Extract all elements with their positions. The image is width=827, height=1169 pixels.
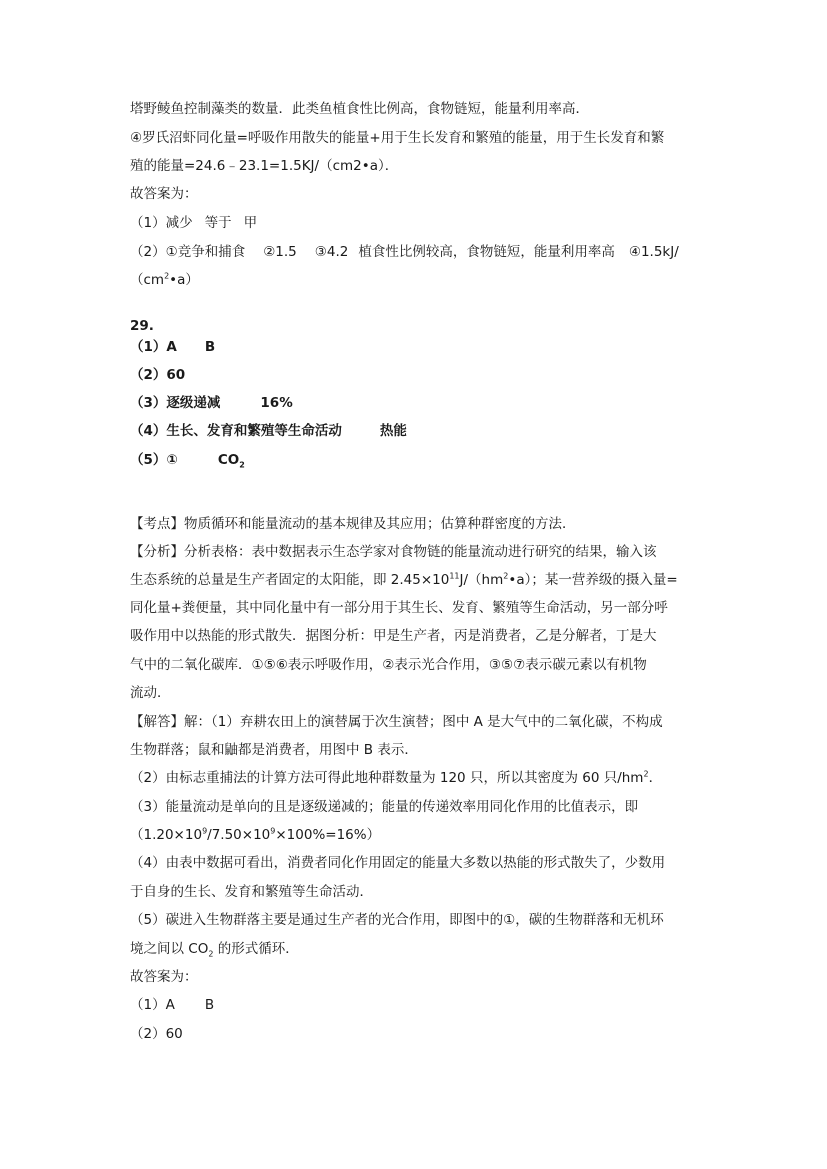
answer-text: 16% bbox=[260, 395, 293, 411]
unit-text: •a） bbox=[169, 272, 199, 288]
answer-number: （1） bbox=[130, 215, 166, 231]
text-line: 殖的能量=24.6﹣23.1=1.5KJ/（cm2•a）． bbox=[130, 158, 399, 174]
answer-text: ④1.5kJ/ bbox=[628, 244, 679, 260]
superscript: 9 bbox=[270, 826, 276, 836]
solution-line bbox=[130, 825, 380, 845]
answer-text: ②1.5 bbox=[263, 244, 297, 260]
answer-text: A bbox=[165, 997, 175, 1013]
text-part: ×100%=16%） bbox=[275, 827, 381, 843]
analysis-line: 【分析】分析表格：表中数据表示生态学家对食物链的能量流动进行研究的结果，输入该 bbox=[130, 544, 657, 560]
solution-line: （3）能量流动是单向的且是逐级递减的；能量的传递效率用同化作用的比值表示，即 bbox=[130, 799, 639, 815]
text-part: /7.50×10 bbox=[207, 827, 271, 843]
answer-text: CO bbox=[217, 452, 240, 468]
analysis-line: 吸作用中以热能的形式散失．据图分析：甲是生产者，丙是消费者，乙是分解者，丁是大 bbox=[130, 628, 657, 644]
q29-answer-3 bbox=[130, 393, 293, 413]
analysis-line: 气中的二氧化碳库．①⑤⑥表示呼吸作用，②表示光合作用，③⑤⑦表示碳元素以有机物 bbox=[130, 657, 647, 673]
final-answer-2 bbox=[130, 1024, 183, 1044]
answer-label: 故答案为： bbox=[130, 969, 198, 985]
answer-text: 植食性比例较高，食物链短，能量利用率高 bbox=[358, 244, 615, 260]
answer-line-2 bbox=[130, 242, 679, 262]
answer-number: （2） bbox=[130, 367, 167, 383]
text-part: （1.20×10 bbox=[130, 827, 203, 843]
answer-number: （4） bbox=[130, 423, 167, 439]
analysis-line: 同化量+粪便量，其中同化量中有一部分用于其生长、发育、繁殖等生命活动，另一部分呼 bbox=[130, 600, 668, 616]
solution-line: 于自身的生长、发育和繁殖等生命活动． bbox=[130, 884, 373, 900]
answer-text: B bbox=[204, 997, 215, 1013]
final-answer-1 bbox=[130, 995, 214, 1015]
superscript: 2 bbox=[503, 571, 509, 581]
superscript: 9 bbox=[202, 826, 208, 836]
answer-label: 故答案为： bbox=[130, 186, 198, 202]
answer-text: ③4.2 bbox=[314, 244, 349, 260]
answer-number: （1） bbox=[130, 339, 167, 355]
text-part: 的形式循环． bbox=[213, 941, 299, 957]
text-part: （2）由标志重捕法的计算方法可得此地种群数量为 120 只，所以其密度为 60 只/hm bbox=[130, 770, 644, 786]
text-part: •a）；某一营养级的摄入量= bbox=[508, 572, 678, 588]
answer-text: 等于 bbox=[204, 215, 232, 231]
subscript: 2 bbox=[208, 949, 214, 959]
answer-text: 热能 bbox=[379, 423, 407, 439]
analysis-line: 流动． bbox=[130, 685, 171, 701]
answer-text: 60 bbox=[166, 367, 186, 383]
answer-text: 甲 bbox=[243, 215, 258, 231]
text-line: 塔野鲮鱼控制藻类的数量．此类鱼植食性比例高，食物链短，能量利用率高． bbox=[130, 101, 589, 117]
answer-number: （2） bbox=[130, 244, 166, 260]
answer-number: （2） bbox=[130, 1026, 166, 1042]
answer-number: （1） bbox=[130, 997, 166, 1013]
solution-line: 【解答】解：（1）弃耕农田上的演替属于次生演替；图中 A 是大气中的二氧化碳，不构成 bbox=[130, 714, 663, 730]
text-part: ． bbox=[648, 770, 663, 786]
q29-answer-4 bbox=[130, 421, 407, 441]
solution-line bbox=[130, 939, 299, 959]
answer-text: 逐级递减 bbox=[166, 395, 221, 411]
question-number: 29. bbox=[130, 318, 154, 334]
superscript: 2 bbox=[643, 769, 649, 779]
analysis-line bbox=[130, 570, 678, 590]
q29-answer-2 bbox=[130, 365, 185, 385]
solution-line: （5）碳进入生物群落主要是通过生产者的光合作用，即图中的①，碳的生物群落和无机环 bbox=[130, 912, 664, 928]
text-part: 境之间以 CO bbox=[130, 941, 209, 957]
q29-answer-5 bbox=[130, 450, 245, 470]
answer-line-2-cont bbox=[130, 270, 199, 290]
kaodian-line: 【考点】物质循环和能量流动的基本规律及其应用；估算种群密度的方法． bbox=[130, 516, 576, 532]
answer-text: ①竞争和捕食 bbox=[165, 244, 246, 260]
solution-line: 生物群落；鼠和鼬都是消费者，用图中 B 表示． bbox=[130, 742, 418, 758]
answer-text: 生长、发育和繁殖等生命活动 bbox=[166, 423, 342, 439]
text-part: J/（hm bbox=[459, 572, 504, 588]
answer-text: A bbox=[166, 339, 177, 355]
solution-line: （4）由表中数据可看出，消费者同化作用固定的能量大多数以热能的形式散失了，少数用 bbox=[130, 855, 666, 871]
unit-text: （cm bbox=[130, 272, 165, 288]
superscript: 11 bbox=[449, 571, 460, 581]
answer-number: （5） bbox=[130, 452, 167, 468]
text-line: ④罗氏沼虾同化量=呼吸作用散失的能量+用于生长发育和繁殖的能量，用于生长发育和繁 bbox=[130, 130, 665, 146]
answer-text: 60 bbox=[165, 1026, 183, 1042]
answer-line-1 bbox=[130, 213, 257, 233]
answer-number: （3） bbox=[130, 395, 167, 411]
subscript: 2 bbox=[239, 460, 245, 470]
answer-text: 减少 bbox=[165, 215, 193, 231]
answer-text: B bbox=[204, 339, 216, 355]
solution-line bbox=[130, 768, 662, 788]
text-part: 生态系统的总量是生产者固定的太阳能，即 2.45×10 bbox=[130, 572, 450, 588]
superscript: 2 bbox=[164, 271, 170, 281]
q29-answer-1 bbox=[130, 337, 215, 357]
answer-text: ① bbox=[166, 452, 178, 468]
